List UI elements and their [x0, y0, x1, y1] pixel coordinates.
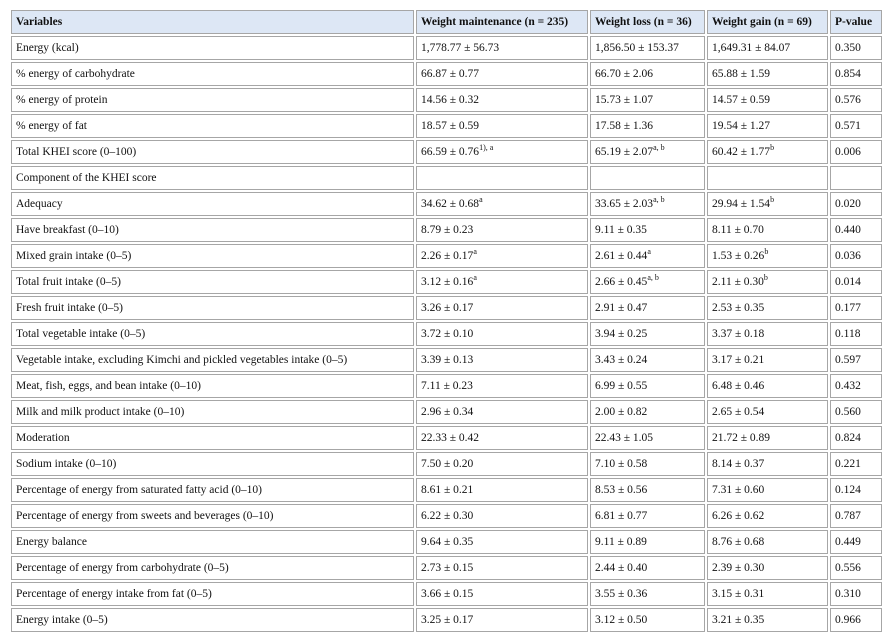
value-cell	[416, 270, 588, 294]
value-text: 8.53 ± 0.56	[595, 484, 648, 496]
value-cell	[707, 530, 828, 554]
value-cell	[590, 374, 705, 398]
p-value-cell: 0.556	[830, 556, 882, 580]
value-cell	[416, 608, 588, 632]
p-value-cell: 0.597	[830, 348, 882, 372]
significance-superscript: a, b	[647, 273, 659, 282]
value-text: 3.12 ± 0.50	[595, 614, 648, 626]
data-table	[9, 8, 884, 634]
table-body	[11, 36, 882, 632]
p-value-cell: 0.118	[830, 322, 882, 346]
value-text: 3.43 ± 0.24	[595, 354, 648, 366]
table-row	[11, 452, 882, 476]
value-cell	[590, 400, 705, 424]
value-cell	[707, 504, 828, 528]
value-cell	[416, 582, 588, 606]
row-label: Meat, fish, eggs, and bean intake (0–10)	[11, 374, 414, 398]
row-label: Percentage of energy from saturated fatty acid (0–10)	[11, 478, 414, 502]
row-label: % energy of protein	[11, 88, 414, 112]
value-cell	[707, 400, 828, 424]
table-row	[11, 556, 882, 580]
value-text: 2.66 ± 0.45	[595, 276, 648, 288]
value-cell	[590, 88, 705, 112]
value-cell	[590, 452, 705, 476]
value-text: 66.59 ± 0.76	[421, 146, 480, 158]
row-label: Fresh fruit intake (0–5)	[11, 296, 414, 320]
value-text: 7.10 ± 0.58	[595, 458, 648, 470]
row-label: % energy of fat	[11, 114, 414, 138]
value-cell	[707, 166, 828, 190]
value-cell	[707, 114, 828, 138]
value-text: 66.87 ± 0.77	[421, 68, 480, 80]
value-text: 17.58 ± 1.36	[595, 120, 654, 132]
value-cell	[590, 140, 705, 164]
p-value-cell: 0.787	[830, 504, 882, 528]
value-text: 65.19 ± 2.07	[595, 146, 654, 158]
row-label: Adequacy	[11, 192, 414, 216]
p-value-cell: 0.449	[830, 530, 882, 554]
value-text: 15.73 ± 1.07	[595, 94, 654, 106]
value-text: 6.81 ± 0.77	[595, 510, 648, 522]
value-cell	[707, 218, 828, 242]
value-text: 29.94 ± 1.54	[712, 198, 771, 210]
value-cell	[590, 62, 705, 86]
value-cell	[590, 270, 705, 294]
p-value-cell: 0.440	[830, 218, 882, 242]
value-text: 2.44 ± 0.40	[595, 562, 648, 574]
value-cell	[416, 400, 588, 424]
row-label: Mixed grain intake (0–5)	[11, 244, 414, 268]
value-text: 7.31 ± 0.60	[712, 484, 765, 496]
p-value-cell: 0.124	[830, 478, 882, 502]
value-cell	[707, 374, 828, 398]
value-cell	[416, 322, 588, 346]
value-cell	[416, 62, 588, 86]
value-text: 3.94 ± 0.25	[595, 328, 648, 340]
table-row	[11, 140, 882, 164]
value-cell	[416, 36, 588, 60]
p-value-cell: 0.020	[830, 192, 882, 216]
value-cell	[707, 192, 828, 216]
table-row	[11, 608, 882, 632]
table-row	[11, 348, 882, 372]
value-text: 7.50 ± 0.20	[421, 458, 474, 470]
table-row	[11, 166, 882, 190]
value-cell	[416, 348, 588, 372]
table-row	[11, 478, 882, 502]
value-cell	[416, 504, 588, 528]
value-text: 8.61 ± 0.21	[421, 484, 474, 496]
significance-superscript: 1), a	[479, 143, 494, 152]
value-text: 2.91 ± 0.47	[595, 302, 648, 314]
value-text: 2.61 ± 0.44	[595, 250, 648, 262]
value-text: 1,856.50 ± 153.37	[595, 42, 679, 54]
value-text: 3.39 ± 0.13	[421, 354, 474, 366]
row-label: Component of the KHEI score	[11, 166, 414, 190]
table-row	[11, 296, 882, 320]
header-variables: Variables	[11, 10, 414, 34]
value-cell	[416, 478, 588, 502]
value-text: 3.72 ± 0.10	[421, 328, 474, 340]
table-row	[11, 504, 882, 528]
value-cell	[590, 582, 705, 606]
significance-superscript: b	[770, 195, 775, 204]
value-text: 3.15 ± 0.31	[712, 588, 765, 600]
row-label: Total vegetable intake (0–5)	[11, 322, 414, 346]
value-cell	[590, 348, 705, 372]
value-cell	[590, 218, 705, 242]
value-cell	[590, 114, 705, 138]
table-row	[11, 114, 882, 138]
table-row	[11, 374, 882, 398]
value-text: 1.53 ± 0.26	[712, 250, 765, 262]
table-row	[11, 88, 882, 112]
table-row	[11, 426, 882, 450]
table-row	[11, 62, 882, 86]
significance-superscript: a	[473, 247, 477, 256]
p-value-cell: 0.221	[830, 452, 882, 476]
p-value-cell: 0.177	[830, 296, 882, 320]
value-text: 14.57 ± 0.59	[712, 94, 771, 106]
value-cell	[590, 426, 705, 450]
value-cell	[416, 140, 588, 164]
significance-superscript: b	[764, 247, 769, 256]
p-value-cell: 0.432	[830, 374, 882, 398]
value-cell	[590, 504, 705, 528]
value-cell	[590, 556, 705, 580]
row-label: Moderation	[11, 426, 414, 450]
value-cell	[416, 426, 588, 450]
value-text: 1,778.77 ± 56.73	[421, 42, 500, 54]
value-text: 34.62 ± 0.68	[421, 198, 480, 210]
value-text: 8.76 ± 0.68	[712, 536, 765, 548]
value-cell	[590, 530, 705, 554]
header-p-value: P-value	[830, 10, 882, 34]
table-row	[11, 218, 882, 242]
table-row	[11, 322, 882, 346]
value-text: 3.55 ± 0.36	[595, 588, 648, 600]
value-cell	[590, 296, 705, 320]
value-cell	[707, 322, 828, 346]
value-text: 18.57 ± 0.59	[421, 120, 480, 132]
table-row	[11, 36, 882, 60]
p-value-cell: 0.966	[830, 608, 882, 632]
value-cell	[416, 114, 588, 138]
value-text: 7.11 ± 0.23	[421, 380, 473, 392]
value-cell	[707, 348, 828, 372]
p-value-cell: 0.854	[830, 62, 882, 86]
value-cell	[707, 478, 828, 502]
value-text: 6.26 ± 0.62	[712, 510, 765, 522]
value-cell	[416, 296, 588, 320]
value-text: 2.73 ± 0.15	[421, 562, 474, 574]
value-cell	[416, 218, 588, 242]
row-label: Have breakfast (0–10)	[11, 218, 414, 242]
value-cell	[590, 36, 705, 60]
significance-superscript: b	[770, 143, 775, 152]
value-text: 3.21 ± 0.35	[712, 614, 765, 626]
value-text: 9.11 ± 0.35	[595, 224, 647, 236]
p-value-cell: 0.006	[830, 140, 882, 164]
value-cell	[590, 322, 705, 346]
p-value-cell: 0.014	[830, 270, 882, 294]
value-text: 3.26 ± 0.17	[421, 302, 474, 314]
value-text: 6.99 ± 0.55	[595, 380, 648, 392]
value-cell	[590, 166, 705, 190]
p-value-cell: 0.350	[830, 36, 882, 60]
value-text: 9.11 ± 0.89	[595, 536, 647, 548]
value-cell	[707, 556, 828, 580]
value-cell	[707, 36, 828, 60]
value-cell	[707, 270, 828, 294]
value-text: 22.43 ± 1.05	[595, 432, 654, 444]
value-text: 2.26 ± 0.17	[421, 250, 474, 262]
p-value-cell: 0.560	[830, 400, 882, 424]
value-text: 2.53 ± 0.35	[712, 302, 765, 314]
p-value-cell: 0.036	[830, 244, 882, 268]
value-text: 3.37 ± 0.18	[712, 328, 765, 340]
value-cell	[707, 244, 828, 268]
value-cell	[416, 192, 588, 216]
significance-superscript: a, b	[653, 143, 665, 152]
row-label: Energy balance	[11, 530, 414, 554]
value-cell	[707, 608, 828, 632]
significance-superscript: a, b	[653, 195, 665, 204]
value-text: 22.33 ± 0.42	[421, 432, 480, 444]
row-label: Energy intake (0–5)	[11, 608, 414, 632]
table-row	[11, 192, 882, 216]
table-row	[11, 400, 882, 424]
significance-superscript: a	[479, 195, 483, 204]
value-cell	[707, 426, 828, 450]
value-cell	[416, 452, 588, 476]
value-text: 2.00 ± 0.82	[595, 406, 648, 418]
value-cell	[590, 192, 705, 216]
value-cell	[416, 88, 588, 112]
value-text: 3.17 ± 0.21	[712, 354, 765, 366]
value-text: 19.54 ± 1.27	[712, 120, 771, 132]
value-cell	[590, 478, 705, 502]
p-value-cell: 0.576	[830, 88, 882, 112]
value-cell	[707, 296, 828, 320]
row-label: Milk and milk product intake (0–10)	[11, 400, 414, 424]
header-weight-gain: Weight gain (n = 69)	[707, 10, 828, 34]
value-text: 65.88 ± 1.59	[712, 68, 771, 80]
table-row	[11, 244, 882, 268]
p-value-cell: 0.824	[830, 426, 882, 450]
value-cell	[707, 88, 828, 112]
row-label: Sodium intake (0–10)	[11, 452, 414, 476]
significance-superscript: b	[763, 273, 768, 282]
value-text: 66.70 ± 2.06	[595, 68, 654, 80]
row-label: Total KHEI score (0–100)	[11, 140, 414, 164]
table-row	[11, 270, 882, 294]
value-text: 60.42 ± 1.77	[712, 146, 771, 158]
value-text: 2.96 ± 0.34	[421, 406, 474, 418]
value-text: 14.56 ± 0.32	[421, 94, 480, 106]
value-text: 3.66 ± 0.15	[421, 588, 474, 600]
value-cell	[416, 556, 588, 580]
p-value-cell: 0.571	[830, 114, 882, 138]
value-text: 8.14 ± 0.37	[712, 458, 765, 470]
value-cell	[416, 374, 588, 398]
row-label: Total fruit intake (0–5)	[11, 270, 414, 294]
row-label: Percentage of energy from sweets and beverages (0–10)	[11, 504, 414, 528]
value-text: 3.12 ± 0.16	[421, 276, 474, 288]
value-cell	[707, 582, 828, 606]
value-text: 9.64 ± 0.35	[421, 536, 474, 548]
significance-superscript: a	[647, 247, 651, 256]
value-text: 21.72 ± 0.89	[712, 432, 771, 444]
value-cell	[416, 166, 588, 190]
table-row	[11, 582, 882, 606]
value-text: 6.48 ± 0.46	[712, 380, 765, 392]
value-text: 1,649.31 ± 84.07	[712, 42, 791, 54]
p-value-cell	[830, 166, 882, 190]
table-row	[11, 530, 882, 554]
header-weight-loss: Weight loss (n = 36)	[590, 10, 705, 34]
value-text: 2.65 ± 0.54	[712, 406, 765, 418]
value-text: 6.22 ± 0.30	[421, 510, 474, 522]
value-text: 2.39 ± 0.30	[712, 562, 765, 574]
value-text: 8.11 ± 0.70	[712, 224, 764, 236]
value-text: 8.79 ± 0.23	[421, 224, 474, 236]
row-label: Percentage of energy from carbohydrate (0–5)	[11, 556, 414, 580]
value-cell	[590, 244, 705, 268]
value-cell	[707, 62, 828, 86]
row-label: % energy of carbohydrate	[11, 62, 414, 86]
value-cell	[590, 608, 705, 632]
significance-superscript: a	[473, 273, 477, 282]
value-text: 2.11 ± 0.30	[712, 276, 764, 288]
p-value-cell: 0.310	[830, 582, 882, 606]
row-label: Vegetable intake, excluding Kimchi and pickled vegetables intake (0–5)	[11, 348, 414, 372]
value-cell	[707, 452, 828, 476]
header-row	[11, 10, 882, 34]
value-cell	[416, 244, 588, 268]
row-label: Percentage of energy intake from fat (0–5)	[11, 582, 414, 606]
value-text: 33.65 ± 2.03	[595, 198, 654, 210]
row-label: Energy (kcal)	[11, 36, 414, 60]
value-cell	[416, 530, 588, 554]
value-text: 3.25 ± 0.17	[421, 614, 474, 626]
value-cell	[707, 140, 828, 164]
header-weight-maintenance: Weight maintenance (n = 235)	[416, 10, 588, 34]
